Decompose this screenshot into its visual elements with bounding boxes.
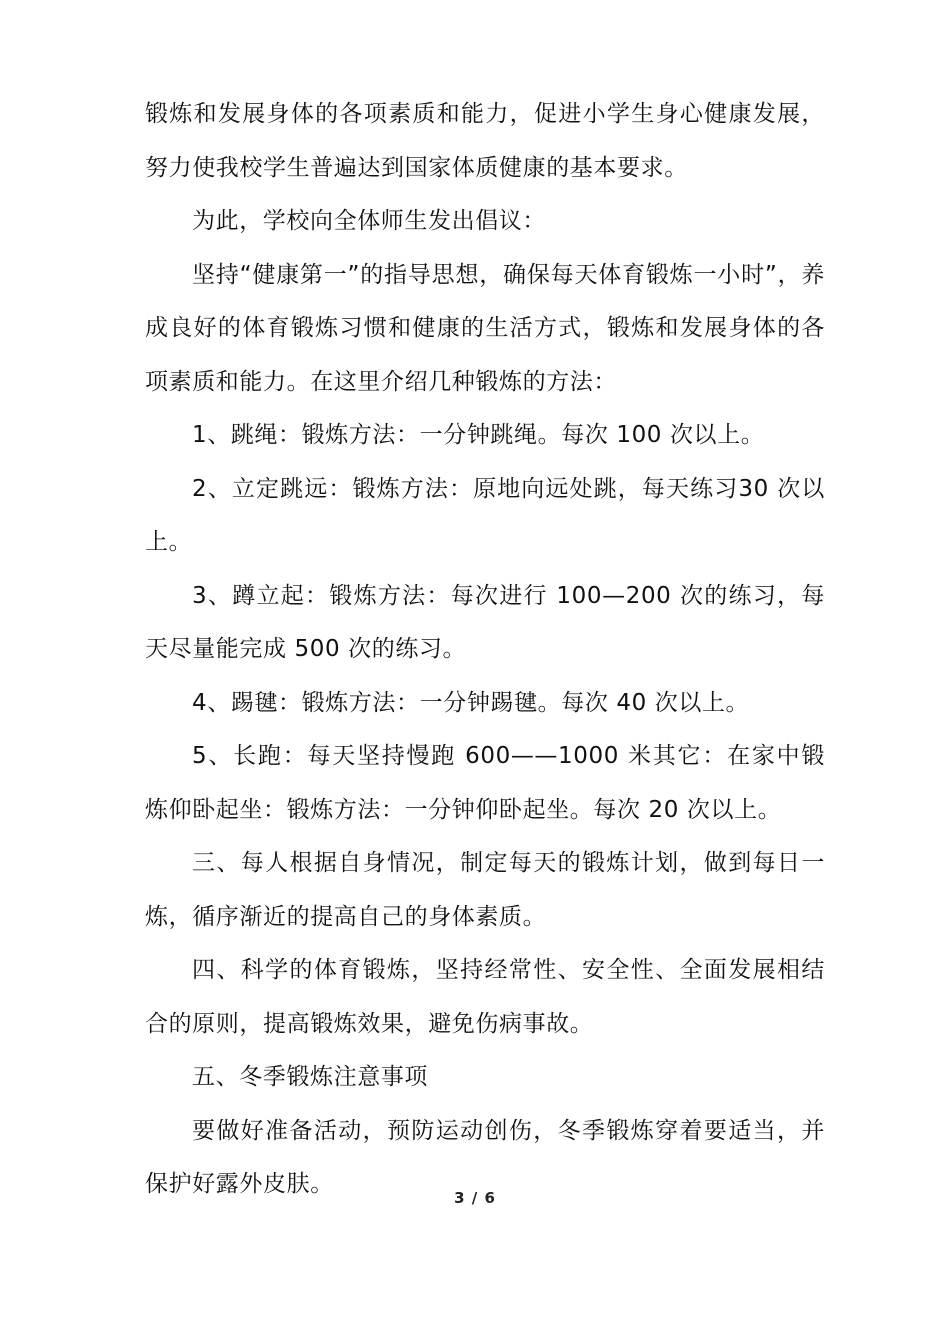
list-item-shuttlecock: 4、踢毽：锻炼方法：一分钟踢毽。每次 40 次以上。 <box>192 689 750 716</box>
paragraph-proposal-intro: 为此，学校向全体师生发出倡议： <box>192 208 546 234</box>
document-body <box>145 88 825 1212</box>
paragraph-section-three: 三、每人根据自身情况，制定每天的锻炼计划，做到每日一炼，循序渐近的提高自己的身体素质。 <box>145 850 825 930</box>
paragraph-winter-tips: 要做好准备活动，预防运动创伤，冬季锻炼穿着要适当，并保护好露外皮肤。 <box>145 1117 825 1197</box>
paragraph-continuation: 锻炼和发展身体的各项素质和能力，促进小学生身心健康发展，努力使我校学生普遍达到国家体质健康的基本要求。 <box>145 101 825 181</box>
list-item-jump-rope: 1、跳绳：锻炼方法：一分钟跳绳。每次 100 次以上。 <box>192 422 765 448</box>
list-item-standing-long-jump: 2、立定跳远：锻炼方法：原地向远处跳，每天练习30 次以上。 <box>145 475 825 555</box>
list-item-squat-stand: 3、蹲立起：锻炼方法：每次进行 100—200 次的练习，每天尽量能完成 500 次的练习。 <box>145 582 825 662</box>
paragraph-section-four: 四、科学的体育锻炼，坚持经常性、安全性、全面发展相结合的原则，提高锻炼效果，避免伤病事故。 <box>145 957 825 1037</box>
list-item-long-run: 5、长跑：每天坚持慢跑 600——1000 米其它：在家中锻炼仰卧起坐：锻炼方法：一分钟仰卧起坐。每次 20 次以上。 <box>145 743 825 823</box>
page-number: 3 / 6 <box>454 1189 496 1207</box>
paragraph-section-five-heading: 五、冬季锻炼注意事项 <box>192 1064 428 1090</box>
paragraph-guiding-principle: 坚持“健康第一”的指导思想，确保每天体育锻炼一小时”，养成良好的体育锻炼习惯和健康的生活方式，锻炼和发展身体的各项素质和能力。在这里介绍几种锻炼的方法： <box>145 261 825 395</box>
